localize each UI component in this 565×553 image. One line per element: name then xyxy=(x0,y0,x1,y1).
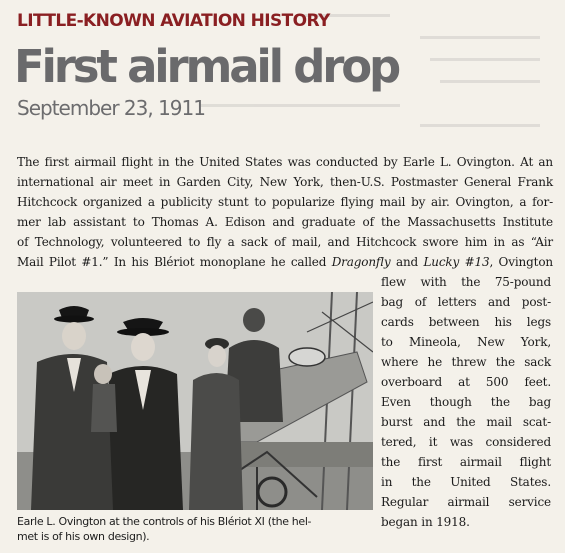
headline: First airmail drop xyxy=(14,40,399,93)
body-text-run: and xyxy=(390,255,424,269)
body-line: Hitchcock organized a publicity stunt to popularize flying mail by air. Ovington, a for- xyxy=(17,195,553,209)
side-line: overboard at 500 feet. xyxy=(381,375,551,389)
body-text-run: Mail Pilot #1.” In his Blériot monoplane he called xyxy=(17,255,332,269)
caption-line: Earle L. Ovington at the controls of his Blériot XI (the hel- xyxy=(17,515,312,528)
side-line: where he threw the sack xyxy=(381,355,551,369)
side-line: burst and the mail scat- xyxy=(381,415,551,429)
caption-line: met is of his own design). xyxy=(17,530,150,543)
body-line: The first airmail flight in the United States was conducted by Earle L. Ovington. At an xyxy=(17,155,553,169)
side-line: to Mineola, New York, xyxy=(381,335,551,349)
body-line: international air meet in Garden City, New York, then-U.S. Postmaster General Frank xyxy=(17,175,553,189)
plane-name: Lucky #13 xyxy=(423,255,490,269)
side-line: cards between his legs xyxy=(381,315,551,329)
side-line: the first airmail flight xyxy=(381,455,551,469)
article-body xyxy=(17,152,553,272)
side-line: Even though the bag xyxy=(381,395,551,409)
body-text-run: , Ovington xyxy=(489,255,553,269)
section-kicker: LITTLE-KNOWN AVIATION HISTORY xyxy=(17,11,330,31)
body-line: mer lab assistant to Thomas A. Edison and graduate of the Massachusetts Institute xyxy=(17,215,553,229)
side-line: began in 1918. xyxy=(381,515,470,529)
body-line: of Technology, volunteered to fly a sack of mail, and Hitchcock swore him in as “Air xyxy=(17,235,553,249)
photo-illustration xyxy=(17,292,373,510)
article-side-column xyxy=(381,272,551,532)
side-line: flew with the 75-pound xyxy=(381,275,551,289)
photo-caption xyxy=(17,514,377,544)
side-line: in the United States. xyxy=(381,475,551,489)
side-line: tered, it was considered xyxy=(381,435,551,449)
side-line: bag of letters and post- xyxy=(381,295,551,309)
side-line: Regular airmail service xyxy=(381,495,551,509)
historic-photo xyxy=(17,292,373,510)
body-line xyxy=(17,252,553,272)
dateline: September 23, 1911 xyxy=(17,96,205,120)
plane-name: Dragonfly xyxy=(331,255,391,269)
